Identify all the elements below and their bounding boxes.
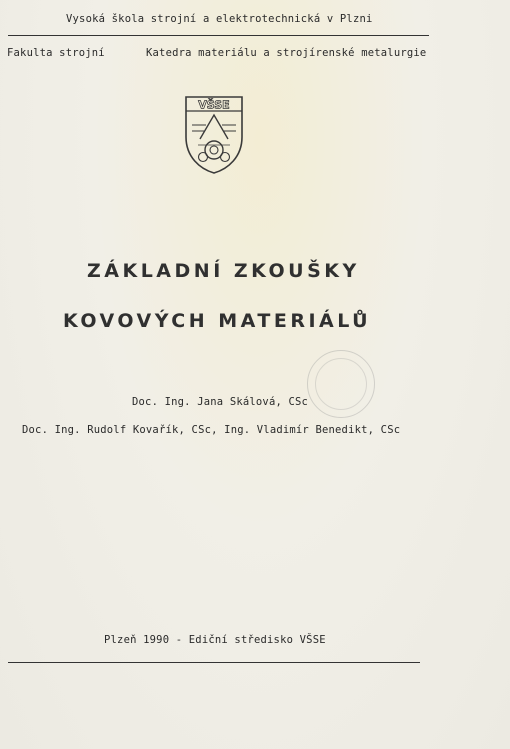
- author-line-2: Doc. Ing. Rudolf Kovařík, CSc, Ing. Vladimír Benedikt, CSc: [22, 424, 401, 436]
- university-logo: [184, 95, 244, 175]
- title-line-2: KOVOVÝCH MATERIÁLŮ: [63, 310, 372, 332]
- institution-name: Vysoká škola strojní a elektrotechnická v Plzni: [66, 13, 373, 25]
- author-line-1: Doc. Ing. Jana Skálová, CSc: [132, 396, 309, 408]
- logo-lettering: VŠSE: [198, 98, 230, 112]
- footer-rule: [8, 662, 420, 663]
- header-rule: [8, 35, 429, 36]
- title-line-1: ZÁKLADNÍ ZKOUŠKY: [87, 260, 360, 282]
- imprint: Plzeň 1990 - Ediční středisko VŠSE: [104, 634, 326, 646]
- faculty-name: Fakulta strojní: [7, 47, 105, 59]
- library-stamp: [307, 350, 375, 418]
- department-name: Katedra materiálu a strojírenské metalurgie: [146, 47, 427, 59]
